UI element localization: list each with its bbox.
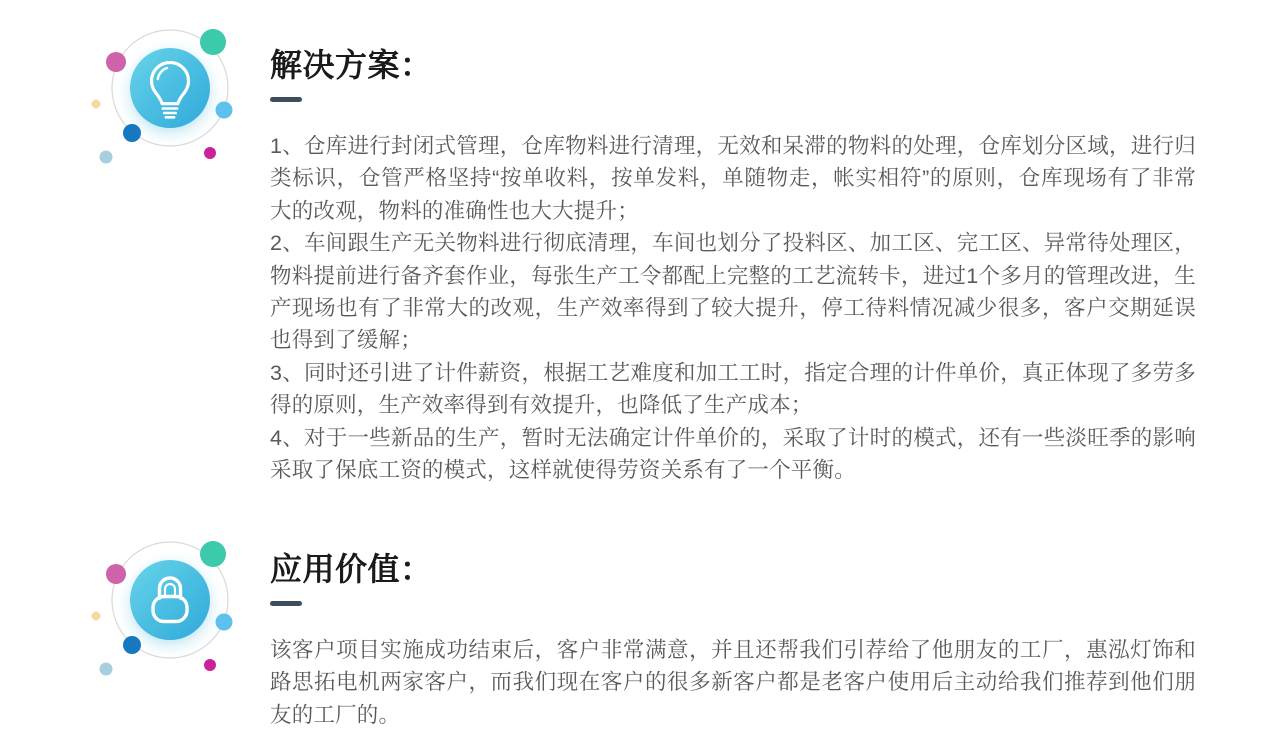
dot-cream: [92, 100, 101, 109]
title-underline: [270, 97, 302, 102]
value-title: 应用价值：: [270, 551, 433, 587]
value-section: [270, 550, 1196, 731]
dot-dark-blue: [123, 124, 141, 142]
dot-light-blue: [216, 102, 233, 119]
dot-pink: [106, 564, 126, 584]
solution-paragraph-2: 2、车间跟生产无关物料进行彻底清理，车间也划分了投料区、加工区、完工区、异常待处理区，物料提前进行备齐套作业，每张生产工令都配上完整的工艺流转卡，进过1个多月的管理改进，生产现场也有了非常大的改观，生产效率得到了较大提升，停工待料情况减少很多，客户交期延误也得到了缓解；: [270, 231, 1196, 353]
dot-pale-blue: [100, 663, 113, 676]
solution-paragraph-1: 1、仓库进行封闭式管理，仓库物料进行清理，无效和呆滞的物料的处理，仓库划分区域，进行归类标识，仓管严格坚持“按单收料，按单发料，单随物走，帐实相符”的原则，仓库现场有了非常大的改观，物料的准确性也大大提升；: [270, 134, 1196, 223]
lock-icon: [85, 532, 240, 687]
dot-pale-blue: [100, 151, 113, 164]
dot-teal: [200, 29, 226, 55]
value-paragraphs: [270, 634, 1196, 731]
dot-light-blue: [216, 614, 233, 631]
dot-dark-blue: [123, 636, 141, 654]
dot-magenta: [204, 147, 216, 159]
title-underline: [270, 601, 302, 606]
icon-circle: [130, 560, 210, 640]
solution-paragraph-4: 4、对于一些新品的生产，暂时无法确定计件单价的，采取了计时的模式，还有一些淡旺季的影响采取了保底工资的模式，这样就使得劳资关系有了一个平衡。: [270, 425, 1196, 483]
dot-pink: [106, 52, 126, 72]
solution-paragraph-3: 3、同时还引进了计件薪资，根据工艺难度和加工工时，指定合理的计件单价，真正体现了多劳多得的原则，生产效率得到有效提升，也降低了生产成本；: [270, 360, 1196, 418]
dot-cream: [92, 612, 101, 621]
value-paragraph-1: 该客户项目实施成功结束后，客户非常满意，并且还帮我们引荐给了他朋友的工厂，惠泓灯饰和路思拓电机两家客户，而我们现在客户的很多新客户都是老客户使用后主动给我们推荐到他们朋友的工厂的。: [270, 638, 1196, 727]
dot-teal: [200, 541, 226, 567]
solution-section: [270, 46, 1196, 486]
lightbulb-icon: [85, 20, 240, 175]
solution-paragraphs: [270, 130, 1196, 486]
dot-magenta: [204, 659, 216, 671]
solution-title: 解决方案：: [270, 47, 433, 83]
